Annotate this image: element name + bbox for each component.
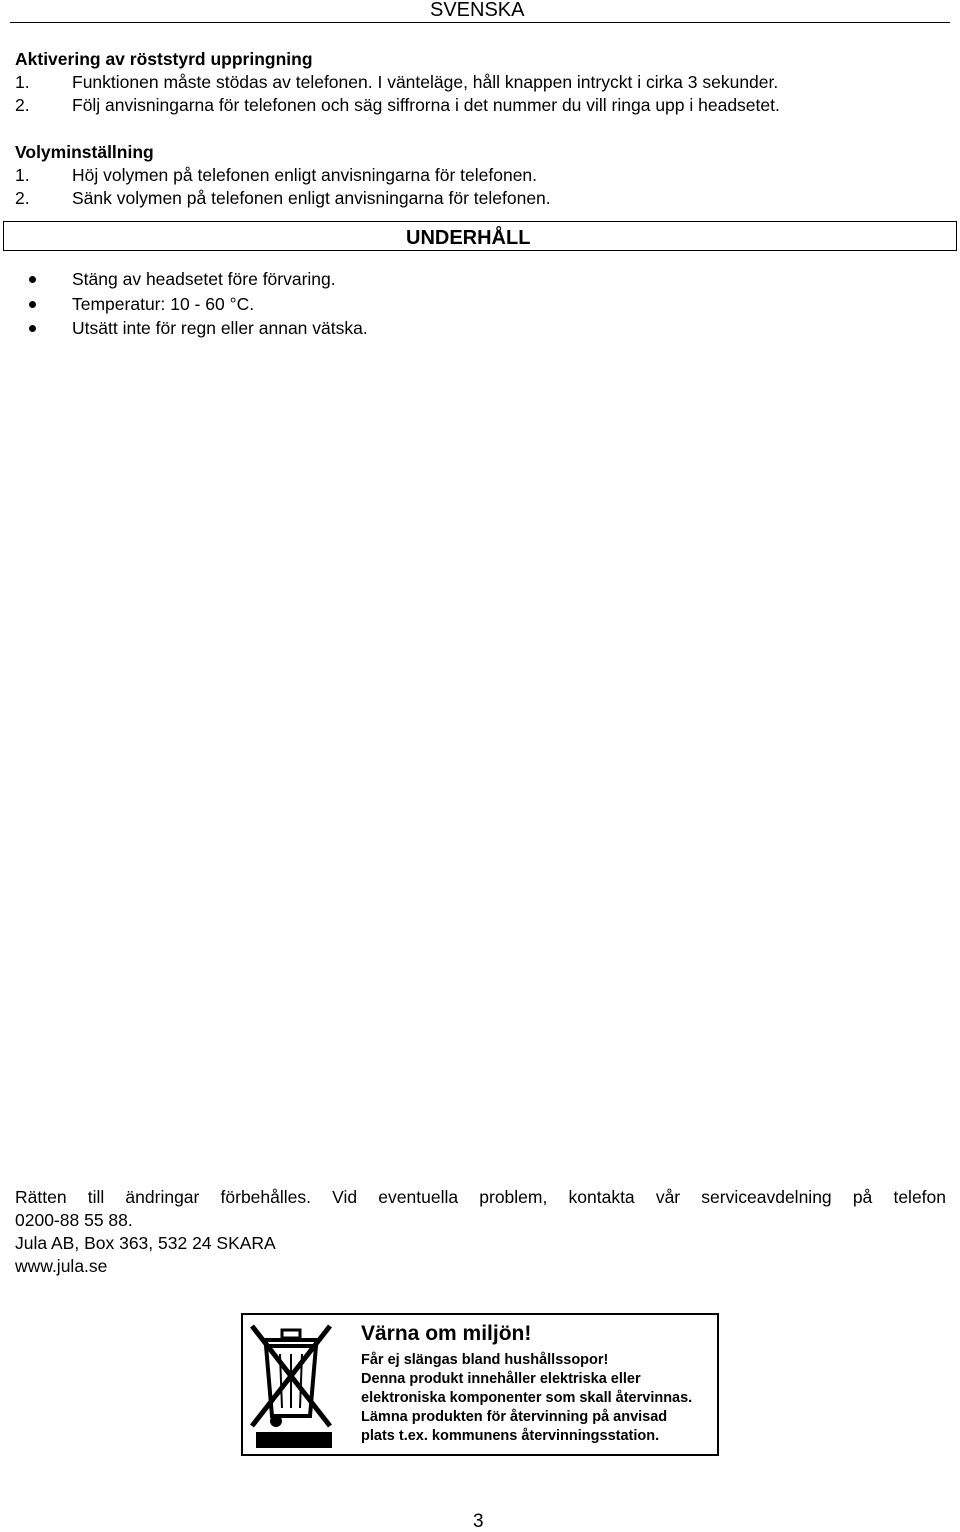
page-number: 3	[473, 1511, 484, 1532]
volume-step-1-text: Höj volymen på telefonen enligt anvisningarna för telefonen.	[72, 165, 538, 185]
bullet-icon	[29, 301, 36, 308]
volume-step-1-number: 1.	[15, 165, 30, 185]
crossed-out-wheelie-bin-icon	[248, 1318, 334, 1450]
footer-disclaimer: Rätten till ändringar förbehålles. Vid eventuella problem, kontakta vår serviceavdelning på telefon	[15, 1187, 946, 1207]
footer-website: www.jula.se	[15, 1256, 108, 1276]
footer-phone: 0200-88 55 88.	[15, 1210, 133, 1230]
volume-step-2-text: Sänk volymen på telefonen enligt anvisningarna för telefonen.	[72, 188, 551, 208]
eco-notice-title: Värna om miljön!	[361, 1322, 532, 1345]
voice-dial-step-2-number: 2.	[15, 95, 30, 115]
eco-notice-line-1: Får ej slängas bland hushållssopor!	[361, 1352, 609, 1368]
maintenance-bullet-2: Temperatur: 10 - 60 °C.	[72, 294, 255, 314]
voice-dial-heading: Aktivering av röststyrd uppringning	[15, 49, 313, 69]
eco-notice-line-3: elektroniska komponenter som skall återvinnas.	[361, 1390, 693, 1406]
bullet-icon	[29, 325, 36, 332]
header-divider	[10, 22, 950, 23]
voice-dial-step-1-text: Funktionen måste stödas av telefonen. I vänteläge, håll knappen intryckt i cirka 3 sekunder.	[72, 72, 779, 92]
maintenance-title: UNDERHÅLL	[406, 227, 531, 249]
maintenance-bullet-3: Utsätt inte för regn eller annan vätska.	[72, 318, 368, 338]
header-language: SVENSKA	[430, 0, 525, 21]
volume-heading: Volyminställning	[15, 142, 154, 162]
bullet-icon	[29, 276, 36, 283]
eco-notice-line-5: plats t.ex. kommunens återvinningsstation.	[361, 1428, 660, 1444]
footer-address: Jula AB, Box 363, 532 24 SKARA	[15, 1233, 276, 1253]
maintenance-bullet-1: Stäng av headsetet före förvaring.	[72, 269, 336, 289]
voice-dial-step-1-number: 1.	[15, 72, 30, 92]
voice-dial-step-2-text: Följ anvisningarna för telefonen och säg siffrorna i det nummer du vill ringa upp i headsetet.	[72, 95, 780, 115]
eco-notice-line-4: Lämna produkten för återvinning på anvisad	[361, 1409, 668, 1425]
eco-notice-line-2: Denna produkt innehåller elektriska eller	[361, 1371, 641, 1387]
volume-step-2-number: 2.	[15, 188, 30, 208]
